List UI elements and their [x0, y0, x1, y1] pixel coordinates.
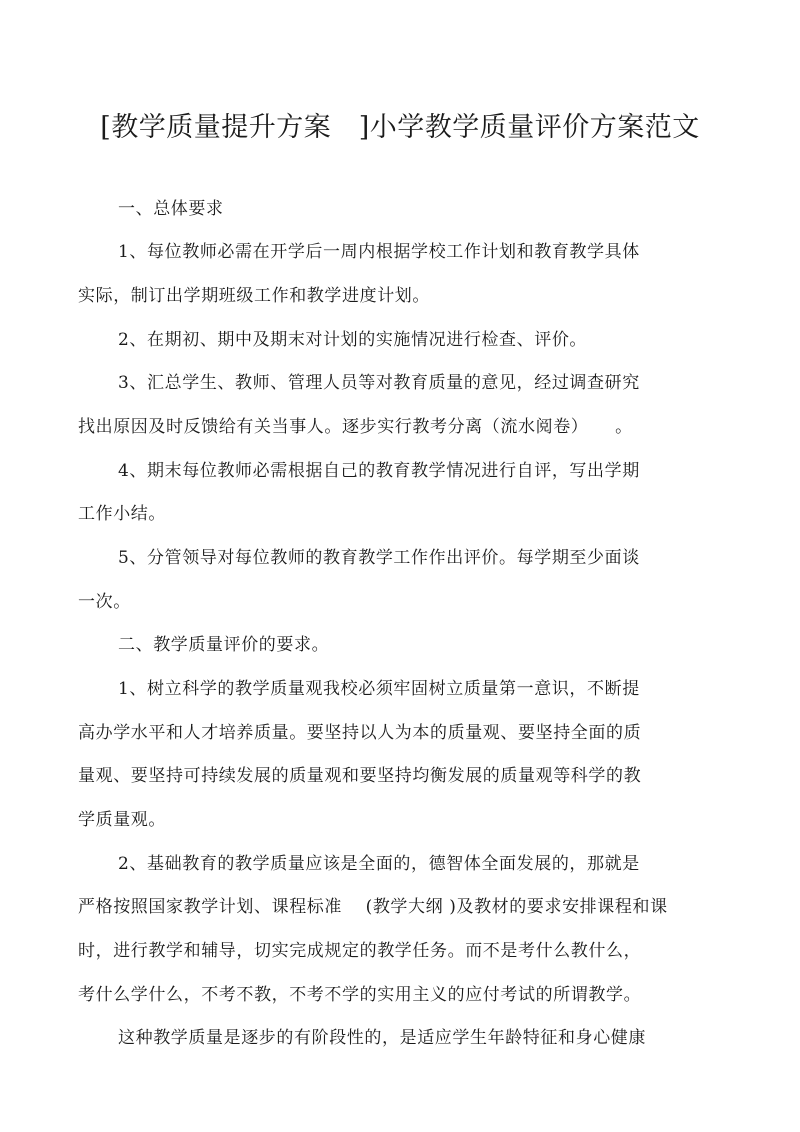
paragraph-line: 5、分管领导对每位教师的教育教学工作作出评价。每学期至少面谈	[118, 548, 640, 568]
paragraph-line: 考什么学什么，不考不教，不考不学的实用主义的应付考试的所谓教学。	[78, 985, 642, 1005]
paragraph-line: 2、在期初、期中及期末对计划的实施情况进行检查、评价。	[118, 330, 588, 350]
paragraph-line: 量观、要坚持可持续发展的质量观和要坚持均衡发展的质量观等科学的教	[78, 766, 642, 786]
section-heading: 一、总体要求	[118, 199, 224, 219]
paragraph-line: 找出原因及时反馈给有关当事人。逐步实行教考分离（流水阅卷） 。	[78, 417, 633, 437]
paragraph-line: 工作小结。	[78, 504, 166, 524]
paragraph-line: 学质量观。	[78, 810, 166, 830]
section-heading: 二、教学质量评价的要求。	[118, 635, 330, 655]
paragraph-line: 严格按照国家教学计划、课程标准 (教学大纲 )及教材的要求安排课程和课	[78, 897, 668, 917]
paragraph-line: 1、树立科学的教学质量观我校必须牢固树立质量第一意识，不断提	[118, 679, 640, 699]
paragraph-line: 1、每位教师必需在开学后一周内根据学校工作计划和教育教学具体	[118, 242, 640, 262]
paragraph-line: 3、汇总学生、教师、管理人员等对教育质量的意见，经过调查研究	[118, 373, 640, 393]
paragraph-line: 一次。	[78, 592, 131, 612]
paragraph-line: 4、期末每位教师必需根据自己的教育教学情况进行自评，写出学期	[118, 461, 640, 481]
paragraph-line: 2、基础教育的教学质量应该是全面的，德智体全面发展的，那就是	[118, 854, 640, 874]
paragraph-line: 实际，制订出学期班级工作和教学进度计划。	[78, 286, 430, 306]
paragraph-line: 这种教学质量是逐步的有阶段性的，是适应学生年龄特征和身心健康	[118, 1028, 646, 1048]
paragraph-line: 时，进行教学和辅导，切实完成规定的教学任务。而不是考什么教什么，	[78, 941, 642, 961]
paragraph-line: 高办学水平和人才培养质量。要坚持以人为本的质量观、要坚持全面的质	[78, 723, 642, 743]
document-title: [教学质量提升方案 ]小学教学质量评价方案范文	[100, 112, 700, 143]
